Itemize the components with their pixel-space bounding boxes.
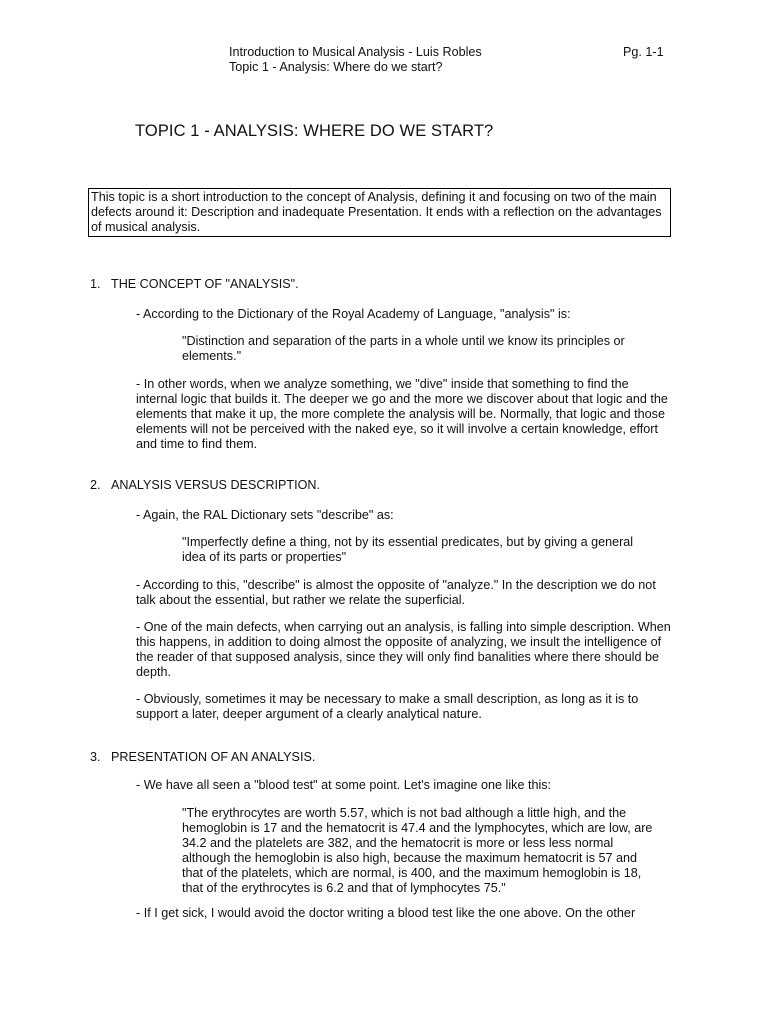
body-paragraph: - If I get sick, I would avoid the doctor writing a blood test like the one above. On the other: [136, 906, 636, 920]
page-number: Pg. 1-1: [623, 45, 664, 59]
running-header: [229, 45, 482, 75]
summary-box: This topic is a short introduction to the concept of Analysis, defining it and focusing on two of the main defects around it: Description and inadequate Presentation. It ends with a reflection on the advantages of musical analysis.: [88, 188, 671, 237]
section-heading-2: [90, 478, 320, 493]
body-paragraph: - In other words, when we analyze something, we "dive" inside that something to find the internal logic that builds it. The deeper we go and the more we discover about that logic and the elements that make it up, the more complete the analysis will be. Normally, that logic and those elements will not be perceived with the naked eye, so it will involve a certain knowledge, effort and time to find them.: [136, 377, 668, 451]
body-paragraph: - According to this, "describe" is almost the opposite of "analyze." In the description we do not talk about the essential, but rather we relate the superficial.: [136, 578, 656, 607]
section-intro: - Again, the RAL Dictionary sets "describe" as:: [136, 508, 394, 522]
example-quote: "The erythrocytes are worth 5.57, which is not bad although a little high, and the hemoglobin is 17 and the hematocrit is 47.4 and the lymphocytes, which are low, are 34.2 and the platelets are 382, and the hematocrit is more or less less normal although the hemoglobin is also high, because the maximum hematocrit is 57 and that of the platelets, which are normal, is 400, and the maximum hemoglobin is 18, that of the erythrocytes is 6.2 and that of lymphocytes 75.": [182, 806, 653, 895]
header-course-title: Introduction to Musical Analysis - Luis Robles: [229, 45, 482, 59]
section-intro: - According to the Dictionary of the Royal Academy of Language, "analysis" is:: [136, 307, 571, 321]
section-heading-1: [90, 277, 299, 292]
section-number: 2.: [90, 478, 101, 492]
body-paragraph: - One of the main defects, when carrying out an analysis, is falling into simple description. When this happens, in addition to doing almost the opposite of analyzing, we insult the intelligence of the reader of that supposed analysis, since they will only find banalities where there should be depth.: [136, 620, 671, 679]
page-title: TOPIC 1 - ANALYSIS: WHERE DO WE START?: [135, 122, 494, 140]
body-paragraph: - Obviously, sometimes it may be necessary to make a small description, as long as it is to support a later, deeper argument of a clearly analytical nature.: [136, 692, 639, 721]
header-topic-title: Topic 1 - Analysis: Where do we start?: [229, 60, 443, 74]
definition-quote: "Distinction and separation of the parts in a whole until we know its principles or elements.": [182, 334, 625, 363]
section-intro: - We have all seen a "blood test" at some point. Let's imagine one like this:: [136, 778, 552, 792]
section-number: 3.: [90, 750, 101, 764]
definition-quote: "Imperfectly define a thing, not by its essential predicates, but by giving a general idea of its parts or properties": [182, 535, 634, 564]
section-number: 1.: [90, 277, 101, 291]
section-heading-text: PRESENTATION OF AN ANALYSIS.: [111, 750, 316, 764]
section-heading-text: THE CONCEPT OF "ANALYSIS".: [111, 277, 299, 291]
section-heading-text: ANALYSIS VERSUS DESCRIPTION.: [111, 478, 321, 492]
section-heading-3: [90, 750, 315, 765]
